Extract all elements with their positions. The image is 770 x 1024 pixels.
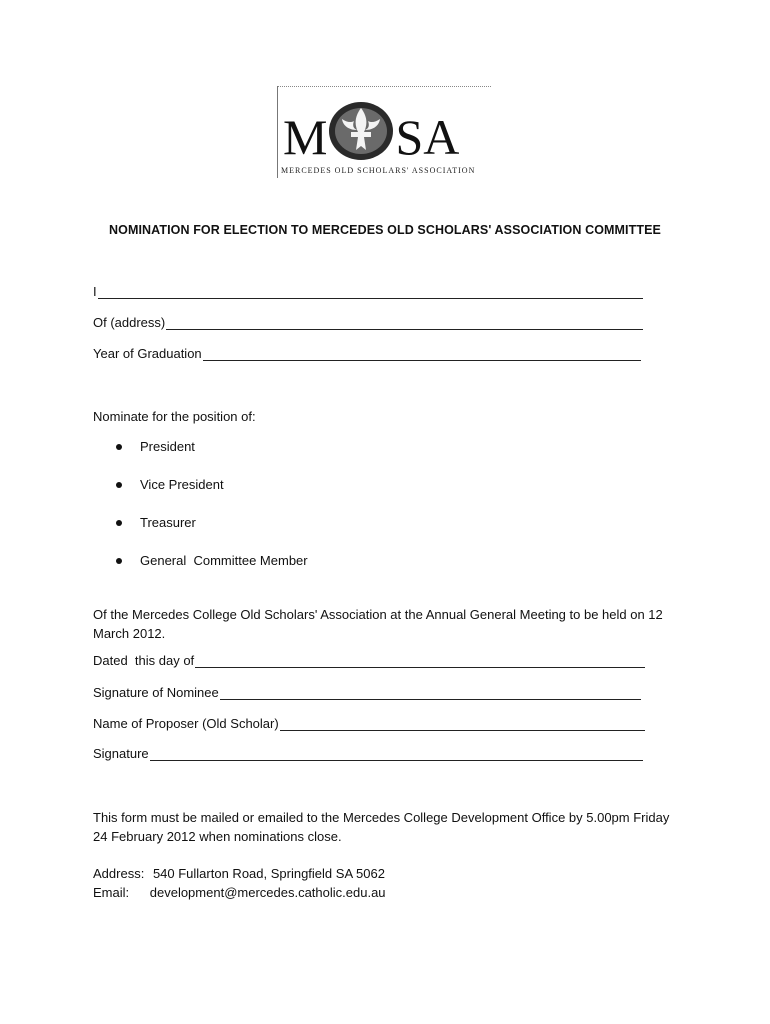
nominate-label: Nominate for the position of: xyxy=(93,409,256,424)
graduation-line xyxy=(93,346,641,361)
proposer-name-field[interactable] xyxy=(280,717,645,731)
proposer-name-label: Name of Proposer (Old Scholar) xyxy=(93,716,279,731)
logo-caption: MERCEDES OLD SCHOLARS' ASSOCIATION xyxy=(281,166,476,175)
position-label: Vice President xyxy=(140,477,224,492)
position-label: General Committee Member xyxy=(140,553,308,568)
bullet-icon xyxy=(116,482,122,488)
contact-email-label: Email: xyxy=(93,885,130,900)
address-line xyxy=(93,315,643,330)
dated-field[interactable] xyxy=(195,654,645,668)
contact-email-value[interactable]: development@mercedes.catholic.edu.au xyxy=(149,885,386,900)
logo-frame-top xyxy=(277,86,491,87)
logo-frame-left xyxy=(277,86,278,178)
logo-letters-left: M xyxy=(283,109,328,165)
graduation-field[interactable] xyxy=(203,347,641,361)
bullet-icon xyxy=(116,558,122,564)
logo-letters-right: SA xyxy=(395,109,460,165)
contact-address-label: Address: xyxy=(93,866,145,881)
proposer-signature-line xyxy=(93,746,643,761)
position-item xyxy=(116,477,224,492)
position-label: Treasurer xyxy=(140,515,196,530)
graduation-label: Year of Graduation xyxy=(93,346,202,361)
instructions-text: This form must be mailed or emailed to the Mercedes College Development Office by 5.00pm Friday 24 February 2012 when nominations close. xyxy=(93,810,670,844)
proposer-signature-field[interactable] xyxy=(150,747,643,761)
bullet-icon xyxy=(116,520,122,526)
bullet-icon xyxy=(116,444,122,450)
dated-label: Dated this day of xyxy=(93,653,195,668)
nominator-name-line xyxy=(93,284,643,299)
email-row xyxy=(93,883,386,902)
contact-address-value: 540 Fullarton Road, Springfield SA 5062 xyxy=(152,866,385,881)
nominator-name-field[interactable] xyxy=(98,285,643,299)
address-row xyxy=(93,864,385,883)
nominee-signature-field[interactable] xyxy=(220,686,641,700)
position-label: President xyxy=(140,439,195,454)
fleur-de-lis-icon xyxy=(327,100,395,162)
page-title: NOMINATION FOR ELECTION TO MERCEDES OLD SCHOLARS' ASSOCIATION COMMITTEE xyxy=(109,223,661,237)
nominee-signature-line xyxy=(93,685,641,700)
position-item xyxy=(116,439,195,454)
position-item xyxy=(116,553,308,568)
position-item xyxy=(116,515,196,530)
address-label: Of (address) xyxy=(93,315,166,330)
meeting-text: Of the Mercedes College Old Scholars' Association at the Annual General Meeting to be held on 12 March 2012. xyxy=(93,607,663,641)
proposer-signature-label: Signature xyxy=(93,746,149,761)
nominee-signature-label: Signature of Nominee xyxy=(93,685,219,700)
mosa-logo xyxy=(277,86,491,178)
address-field[interactable] xyxy=(166,316,643,330)
nominator-name-label: I xyxy=(93,284,97,299)
logo-letters xyxy=(283,100,459,164)
dated-line xyxy=(93,653,645,668)
proposer-name-line xyxy=(93,716,645,731)
